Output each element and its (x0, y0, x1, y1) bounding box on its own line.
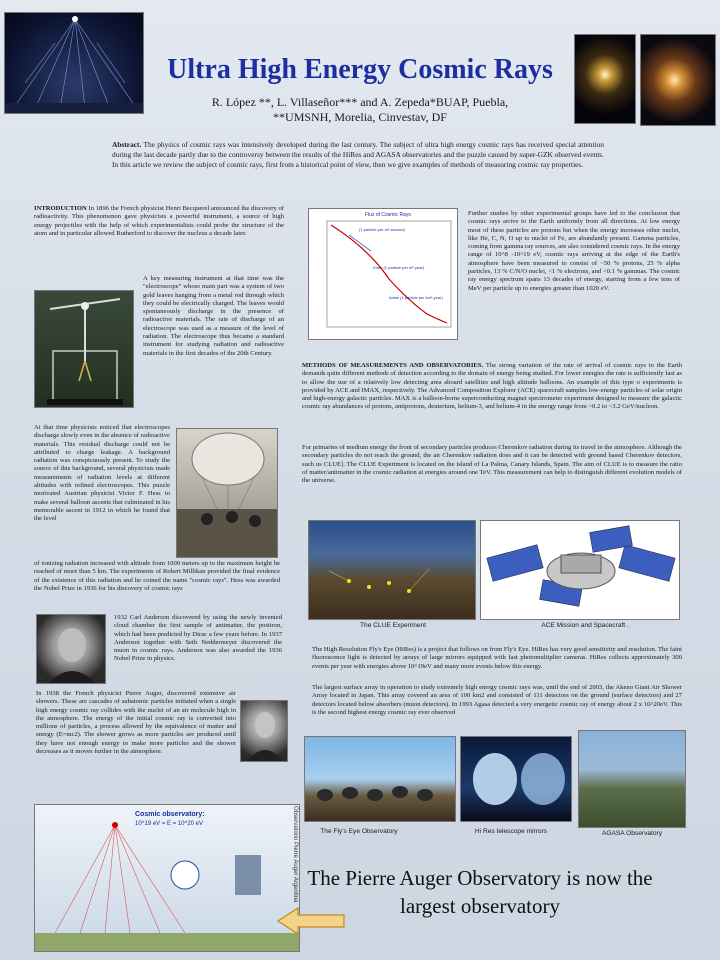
abstract (112, 140, 604, 170)
auger-side-label: Observatorio Pierre Auger Argentina (292, 806, 298, 903)
hess-text-a: At that time physicists noticed that electroscopes discharge slowly even in the absence of radioactive materials. This residual discharge could not be attributed to charge leakage. A background radiation was conspicuously present. To study the source of this background, several physicists made measurements of radiation levels at different altitudes with refined electroscopes. This puzzle motivated Austrian physicist Victor F. Hess to make several balloon ascents that culminated in his memorable ascent in 1912 in which he found that the level (34, 424, 170, 523)
auger-portrait (240, 700, 288, 762)
intro-text: In 1896 the French physicist Henri Becquerel announced the discovery of radioactivity. This phenomenon gave physicists a powerful instrument, a source of high energy projectiles with the help of which experimentalists could probe the structure of the atom and in particular allowed Rutherford to discover the nucleus a decade later. (34, 205, 284, 237)
intro-section (34, 205, 284, 238)
authors-line-1: R. López **, L. Villaseñor*** and A. Zepeda*BUAP, Puebla, (211, 95, 509, 109)
methods-text: The strong variation of the rate of arrival of cosmic rays to the Earth demands quite different methods of detection according to the domain of energy being studied. For lower energies the rate is sufficiently fast as to allow the use of a relatively low detecting area aboard satellites and high altitude balloons. An example of this type o experiments is provided by ACE and IMAX, respectively. The Advanced Composition Explorer (ACE) spacecraft samples low-energy particles of solar origin and high-energy galactic particles. MAX is a balloon-borne superconducting magnet spectrometer experiment designed to measure the galactic cosmic ray abundances of protons, antiprotons, deuterium, helium-3, and helium-4 in the energy range from ~0.2 to ~3.2 GeV/nucleon. (302, 362, 682, 411)
poster-title: Ultra High Energy Cosmic Rays (167, 54, 553, 85)
agasa-text: The largest surface array in operation to study extremely high energy cosmic rays was, until the end of 2003, the Akeno Giant Air Shower Array located in Japan. This array covered an area of 100 km2 and consisted of 111 detectors on the ground (surface detectors) and 27 detectors located below absorbers (muon detectors). In 1993 Agasa detected a very energetic cosmic ray of energy about 2 x 10^20eV. This is the second highest energy cosmic ray ever observed (312, 684, 682, 716)
electroscope-image (34, 290, 134, 408)
anderson-text: 1932 Carl Anderson discovered by using the newly invented cloud chamber the first sample of antimatter, the positron, which had been predicted by Dirac a few years before. In 1937 Anderson together with Seth Neddermeyer discovered the muon in cosmic rays. Anderson was also awarded the 1936 Nobel Prize in physics. (114, 614, 282, 663)
hess-text-b: of ionizing radiation increased with altitude from 1000 meters up to the maximum height he reached of more than 5 km. The experiments of Robert Millikan provided the final evidence of the existence of this radiation and he coined the name "cosmic rays". Hess was awarded the Nobel Prize in 1936 for his discovery of cosmic rays (34, 560, 280, 592)
auger-text: In 1938 the French physicist Pierre Auger, discovered extensive air showers. These are cascades of subatomic particles initiated when a single high energy cosmic ray collides with the nuclei of an air molecule high in the atmosphere. The energy of the initial cosmic ray is converted into millions of particles, a process allowed by the equivalence of matter and energy (E=mc2). The shower grows as more particles are produced until they have not enough energy to make more particles and the shower decreases as it moves further in the atmosphere. (36, 690, 236, 756)
clue-map-icon (309, 521, 476, 620)
methods-section (302, 362, 682, 412)
spectrum-text: Further studies by other experimental groups have led to the conclusion that cosmic rays arrive to the Earth uniformly from all directions. At low energy most of these particles are protons but when the energy increases other nuclei, like He, C, N, O up to nuclei of Fe, are abundantly present. Gamma particles, coming from gamma ray sources, are also considered cosmic rays. In the energy range of 10^8 -10^19 eV, cosmic rays arriving at the edge of the Earth's atmosphere have been measured to consist of ~50 % protons, 25 % alpha particles, 13 % C/N/O nuclei, <1 % electrons, and <0.1 % gammas. The cosmic ray energy spectrum spans 13 decades of energy, starting from a few tens of MeV per particle up to energies greater than 1020 eV. (468, 210, 680, 292)
balloon-icon (177, 429, 278, 558)
spectrum-annot-3: Ankle (1 particle per km²-year) (389, 295, 443, 300)
methods-text-2: For primaries of medium energy the front of secondary particles produces Cherenkov radiation during its travel in the atmosphere. Although the secondary particles do not reach the ground, the air Cherenkov radiation does and it can be detected with ground based Cherenkov detectors, such us CLUE]. The CLUE Experiment is located on the island of La Palma, Canary Islands, Spain. The aim of CLUE is to measure the ratio of matter/antimatter in the cosmic radiation at energies around one TeV. This measurement can help to distinguish different evolution models of the universe. (302, 444, 682, 485)
hess-balloon-image (176, 428, 278, 558)
methods-heading: METHODS OF MEASUREMENTS AND OBSERVATORIES. (302, 362, 484, 369)
abstract-text: The physics of cosmic rays was intensively developed during the last century. The subject of ultra high energy cosmic rays has received special attention during the last decade partly due to the controversy between the results of the HiRes and AGASA observatories and the puzzle caused by super-GZK observed events. In this article we review the subject of cosmic rays, first from a historical point of view, then we give examples of methods of measuring cosmic ray properties. (112, 140, 604, 169)
spectrum-annot-1: (1 particle per m²-second) (359, 227, 405, 232)
spectrum-annot-2: Knee (1 particle per m²-year) (373, 265, 425, 270)
electroscope-icon (35, 291, 134, 408)
hires-mirrors-image (460, 736, 572, 822)
left-arrow-icon (276, 906, 346, 936)
auger-diagram-subtitle: 10^19 eV = E = 10^20 eV (135, 821, 204, 827)
spacecraft-icon (481, 521, 680, 620)
intro-heading: INTRODUCTION (34, 205, 87, 212)
spectrum-chart (308, 208, 458, 340)
auger-diagram (34, 804, 300, 952)
authors-line-2: **UMSNH, Morelia, Cinvestav, DF (273, 110, 447, 124)
caption-clue: The CLUE Experiment (360, 622, 426, 629)
caption-ace: ACE Mission and Spacecraft . (541, 622, 629, 629)
electroscope-text: A key measuring instrument at that time was the "electroscope" whose main part was a system of two gold leaves hanging from a metal rod through which they could be electrically charged. The leaves would spontaneously discharge in the presence of radioactive materials. The rate of discharge of an electroscope was used as a measure of the level of radiation. The electroscope thus became a standard instrument for studying radiation and radioactive materials in the first decades of the 20th Century. (143, 275, 284, 357)
hires-text: The High Resolution Fly's Eye (HiRes) is a project that follows on from Fly's Eye. HiRes has very good sensitivity and resolution. The faint fluorescence light is detected by arrays of large mirrors equipped with fast photomultiplier cameras. HiRes collects approximately 300 events per year with energies above 10^19eV and many more events below this energy. (312, 646, 682, 670)
caption-flyseye: The Fly's Eye Observatory (320, 828, 398, 835)
portrait-icon-2 (241, 701, 288, 762)
abstract-label: Abstract. (112, 140, 142, 149)
clue-experiment-image (308, 520, 476, 620)
spectrum-chart-title: Flux of Cosmic Rays (365, 212, 411, 218)
flyseye-domes-icon (305, 737, 456, 822)
flyseye-image (304, 736, 456, 822)
authors (100, 95, 620, 125)
conclusion-text: The Pierre Auger Observatory is now the largest observatory (307, 866, 653, 918)
agasa-image (578, 730, 686, 828)
portrait-icon (37, 615, 106, 684)
auger-diagram-title: Cosmic observatory: (135, 811, 205, 818)
caption-agasa: AGASA Observatory (601, 830, 663, 837)
mirror-icon (461, 737, 572, 822)
caption-hires: Hi Res telescope mirrors (474, 828, 548, 835)
anderson-portrait (36, 614, 106, 684)
ace-spacecraft-image (480, 520, 680, 620)
air-shower-diagram-icon (35, 805, 300, 952)
